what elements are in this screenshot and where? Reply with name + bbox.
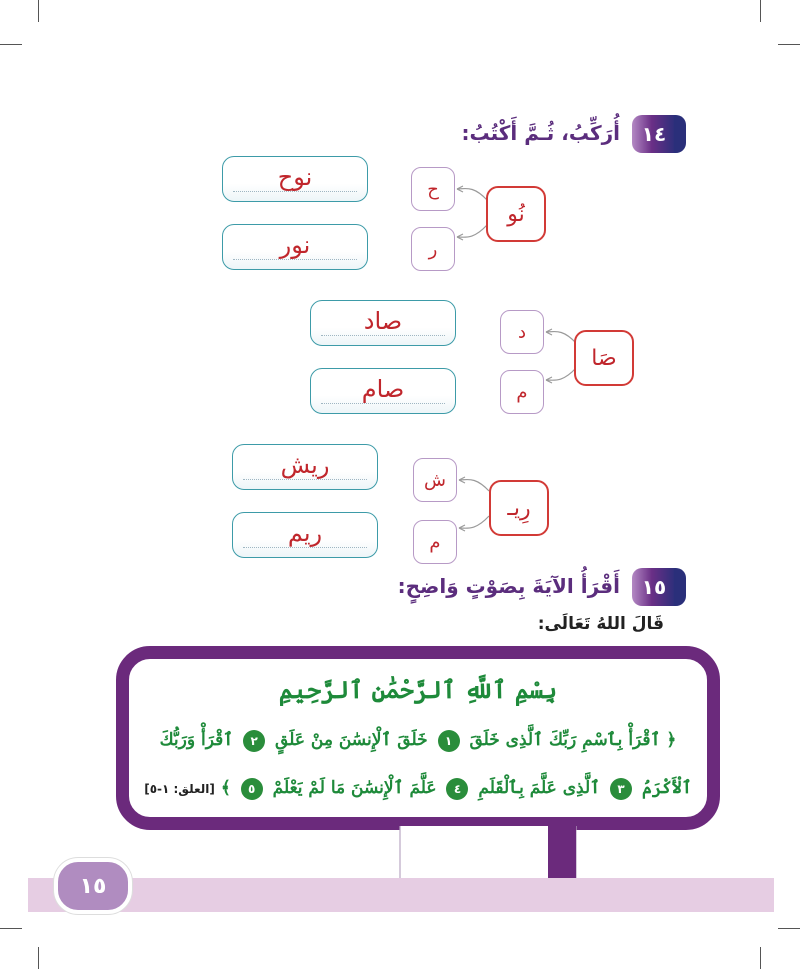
syllable-box: نُو (486, 186, 546, 242)
footer-band (28, 878, 774, 912)
ayah-number: ١ (438, 730, 460, 752)
letter-box: ح (411, 167, 455, 211)
letter-box: ش (413, 458, 457, 502)
crop-mark (760, 0, 761, 22)
answer-text: نور (279, 231, 311, 259)
ayah-number: ٣ (610, 778, 632, 800)
exercise-title: أُرَكِّبُ، ثُـمَّ أَكْتُبُ: (461, 121, 620, 145)
syllable-box: رِيـ (489, 480, 549, 536)
exercise-title: أَقْرَأُ الآيَةَ بِصَوْتٍ وَاضِحٍ: (397, 574, 620, 598)
verse-text: ٱقْرَأْ وَرَبُّكَ (159, 730, 234, 750)
answer-text: صاد (363, 307, 403, 335)
letter-box: م (500, 370, 544, 414)
verse-text: ﴾ (220, 778, 231, 798)
ayah-number: ٥ (241, 778, 263, 800)
answer-box[interactable] (310, 300, 456, 346)
verse-text: عَلَّمَ ٱلْإِنسَٰنَ مَا لَمْ يَعْلَمْ (272, 778, 437, 798)
verse-text: ﴿ ٱقْرَأْ بِٱسْمِ رَبِّكَ ٱلَّذِى خَلَقَ (469, 730, 677, 750)
verse-intro: قَالَ اللهُ تَعَالَى: (537, 614, 664, 634)
page-number: ١٥ (79, 873, 107, 899)
verse-line-1 (129, 729, 707, 752)
verse-text: ٱلْأَكْرَمُ (641, 778, 692, 798)
verse-line-2 (129, 777, 707, 800)
letter-box: م (413, 520, 457, 564)
basmala: بِسْمِ ٱللَّهِ ٱلرَّحْمَٰنِ ٱلرَّحِيمِ (278, 675, 558, 704)
crop-mark (38, 0, 39, 22)
answer-text: نوح (277, 163, 313, 191)
exercise-number: ١٤ (641, 122, 667, 146)
crop-mark (0, 44, 22, 45)
quran-verse-box (116, 646, 720, 830)
page-number-badge (54, 858, 132, 914)
crop-mark (760, 947, 761, 969)
answer-text: ريم (287, 519, 323, 547)
ayah-number: ٢ (243, 730, 265, 752)
exercise-number-badge (632, 115, 676, 153)
answer-text: صام (361, 375, 405, 403)
crop-mark (38, 947, 39, 969)
answer-text: ريش (280, 451, 330, 479)
answer-box[interactable] (222, 156, 368, 202)
verse-text: ٱلَّذِى عَلَّمَ بِٱلْقَلَمِ (478, 778, 601, 798)
answer-box[interactable] (222, 224, 368, 270)
verse-text: خَلَقَ ٱلْإِنسَٰنَ مِنْ عَلَقٍ (275, 730, 428, 750)
syllable-box: صَا (574, 330, 634, 386)
answer-box[interactable] (232, 512, 378, 558)
ayah-number: ٤ (446, 778, 468, 800)
verse-reference: [العلق: ١-٥] (144, 782, 215, 796)
answer-box[interactable] (232, 444, 378, 490)
crop-mark (778, 928, 800, 929)
crop-mark (778, 44, 800, 45)
letter-box: د (500, 310, 544, 354)
exercise-number-badge (632, 568, 676, 606)
answer-box[interactable] (310, 368, 456, 414)
crop-mark (0, 928, 22, 929)
exercise-number: ١٥ (641, 575, 667, 599)
letter-box: ر (411, 227, 455, 271)
